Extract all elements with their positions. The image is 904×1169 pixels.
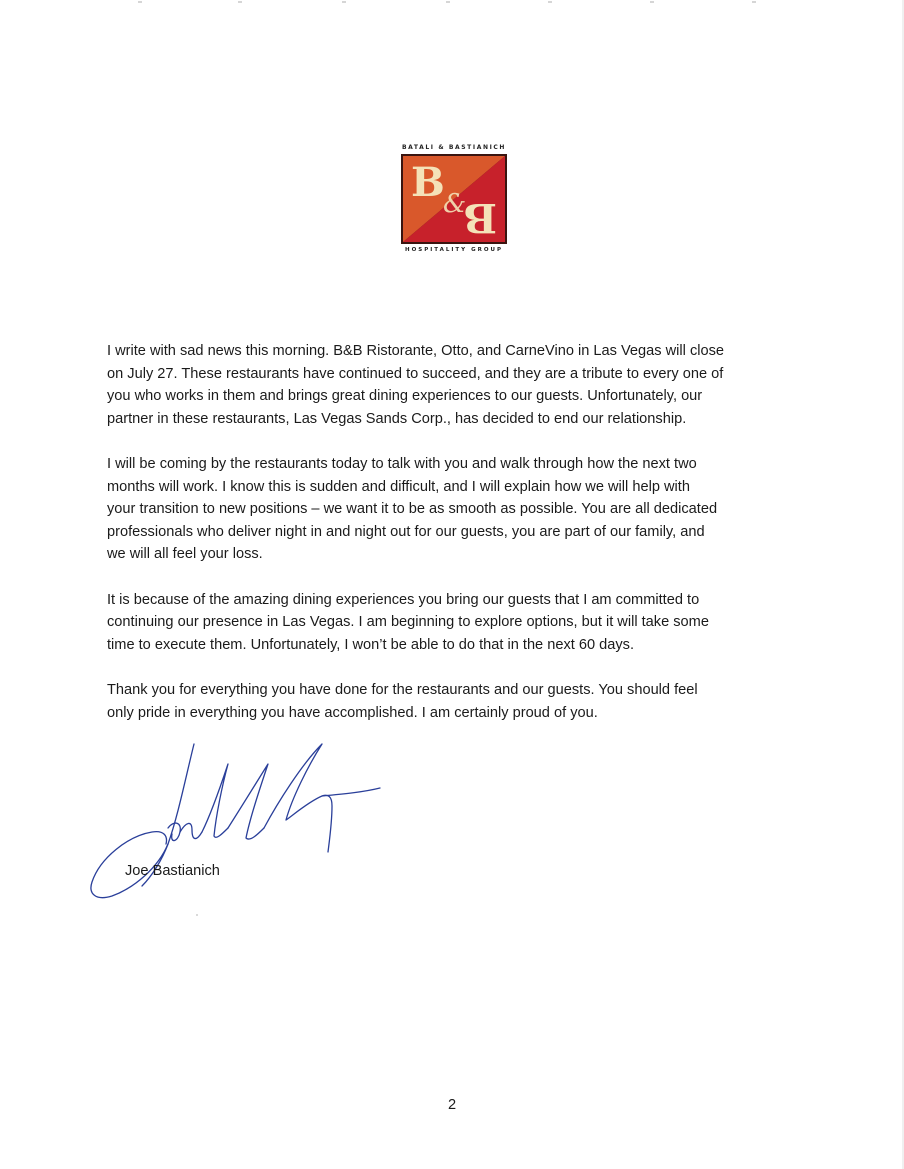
- text-line: only pride in everything you have accomplished. I am certainly proud of you.: [107, 704, 598, 721]
- company-logo: [396, 144, 512, 256]
- text-line: It is because of the amazing dining experiences you bring our guests that I am committed to: [107, 591, 700, 608]
- text-line: we will all feel your loss.: [107, 546, 263, 562]
- paragraph-4: [107, 679, 807, 724]
- logo-top-text: BATALI & BASTIANICH: [401, 144, 507, 151]
- logo-monogram: [401, 154, 507, 244]
- handwritten-signature: [82, 736, 392, 906]
- text-line: partner in these restaurants, Las Vegas Sands Corp., has decided to end our relationship.: [107, 410, 687, 427]
- scan-artifacts: [0, 0, 904, 8]
- text-line: I write with sad news this morning. B&B Ristorante, Otto, and CarneVino in Las Vegas will close: [107, 343, 725, 359]
- logo-bottom-text: HOSPITALITY GROUP: [404, 247, 504, 253]
- logo-letter-bottom: B: [463, 194, 497, 241]
- text-line: your transition to new positions – we want it to be as smooth as possible. You are all dedicated: [107, 501, 718, 517]
- text-line: months will work. I know this is sudden and difficult, and I will explain how we will help with: [107, 478, 690, 495]
- text-line: Thank you for everything you have done for the restaurants and our guests. You should feel: [107, 682, 698, 698]
- text-line: you who works in them and brings great dining experiences to our guests. Unfortunately, our: [107, 388, 703, 404]
- text-line: on July 27. These restaurants have continued to succeed, and they are a tribute to every one of: [107, 365, 724, 382]
- signer-name: Joe Bastianich: [125, 863, 220, 879]
- text-line: professionals who deliver night in and night out for our guests, you are part of our family, and: [107, 523, 705, 540]
- text-line: continuing our presence in Las Vegas. I am beginning to explore options, but it will take some: [107, 614, 709, 630]
- text-line: I will be coming by the restaurants today to talk with you and walk through how the next two: [107, 456, 697, 472]
- logo-letter-top: B: [411, 159, 445, 206]
- scan-speck: [196, 914, 198, 916]
- text-line: time to execute them. Unfortunately, I won’t be able to do that in the next 60 days.: [107, 636, 635, 653]
- letter-body: [107, 340, 807, 747]
- logo-ampersand: &: [443, 189, 467, 219]
- page-number: 2: [447, 1097, 457, 1113]
- paragraph-3: [107, 589, 807, 657]
- paragraph-2: [107, 453, 807, 566]
- paragraph-1: [107, 340, 807, 430]
